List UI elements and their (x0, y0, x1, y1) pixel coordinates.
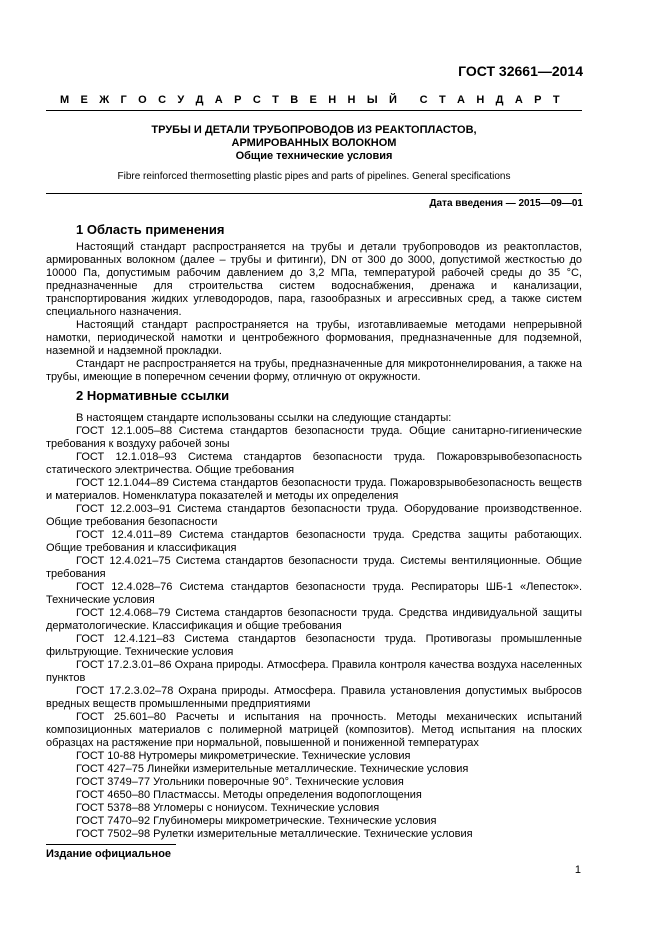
banner-letter: У (177, 94, 185, 106)
banner-letter: Р (534, 94, 542, 106)
reference-item: ГОСТ 12.1.005–88 Система стандартов безопасности труда. Общие санитарно-гигиенические требования к воздуху рабочей зоны (46, 425, 582, 450)
banner-letter: В (290, 94, 299, 106)
banner-letter: Ы (366, 94, 378, 106)
banner-letter: Д (495, 94, 504, 106)
banner-letter: Г (120, 94, 127, 106)
banner-letter: А (214, 94, 223, 106)
banner-letter: Й (389, 94, 397, 106)
section-1-paragraph: Настоящий стандарт распространяется на трубы и детали трубопроводов из реактопластов, армированных волокном (далее – трубы и фитинги), DN от 300 до 3000, допустимой жесткостью до 10000 Па, допустимым рабочим давлением до 3,2 МПа, температурой рабочей среды до 35 °С, предназначенные для строительства систем водоснабжения, дренажа и канализации, транспортирования жидких углеводородов, пара, газообразных и агрессивных сред, а также систем специального назначения. (46, 241, 582, 318)
reference-item: ГОСТ 12.4.011–89 Система стандартов безопасности труда. Средства защиты работающих. Общие требования и классификация (46, 529, 582, 554)
banner-letter: Т (552, 94, 560, 106)
interstate-standard-banner (60, 94, 560, 106)
section-2-heading: 2 Нормативные ссылки (76, 388, 230, 403)
reference-item: ГОСТ 3749–77 Угольники поверочные 90°. Технические условия (76, 776, 404, 788)
section-1-heading: 1 Область применения (76, 222, 225, 237)
section-1-paragraph: Настоящий стандарт распространяется на трубы, изготавливаемые методами непрерывной намотки, периодической намотки и центробежного формования, предназначенные для подземной, наземной и надземной прокладки. (46, 319, 582, 357)
reference-item: ГОСТ 12.1.018–93 Система стандартов безопасности труда. Пожаровзрывобезопасность статического электричества. Общие требования (46, 451, 582, 476)
banner-letter: Р (234, 94, 242, 106)
title-line-2: АРМИРОВАННЫХ ВОЛОКНОМ (231, 137, 397, 149)
title-line-3: Общие технические условия (235, 150, 393, 162)
banner-letter: Т (272, 94, 279, 106)
title-line-1: ТРУБЫ И ДЕТАЛИ ТРУБОПРОВОДОВ ИЗ РЕАКТОПЛАСТОВ, (151, 124, 477, 136)
banner-letter: С (158, 94, 167, 106)
banner-letter: Н (328, 94, 337, 106)
section-1-paragraph: Стандарт не распространяется на трубы, предназначенные для микротоннелирования, а также на трубы, имеющие в поперечном сечении форму, отличную от окружности. (46, 358, 582, 383)
reference-item: ГОСТ 12.4.028–76 Система стандартов безопасности труда. Респираторы ШБ-1 «Лепесток». Технические условия (46, 581, 582, 606)
reference-item: ГОСТ 12.4.068–79 Система стандартов безопасности труда. Средства индивидуальной защиты дерматологические. Классификация и общие требования (46, 607, 582, 632)
banner-letter: А (457, 94, 465, 106)
banner-letter: С (252, 94, 261, 106)
reference-item: ГОСТ 427–75 Линейки измерительные металлические. Технические условия (76, 763, 469, 775)
english-title: Fibre reinforced thermosetting plastic pipes and parts of pipelines. General specifications (117, 171, 511, 182)
references-list (46, 425, 582, 841)
banner-letter: Н (476, 94, 485, 106)
standard-code: ГОСТ 32661—2014 (458, 63, 583, 79)
section-2-body (46, 412, 582, 841)
page-number: 1 (574, 864, 581, 876)
section-1-body (46, 241, 582, 384)
official-edition-label: Издание официальное (46, 848, 172, 860)
banner-letter: М (60, 94, 70, 106)
reference-item: ГОСТ 12.4.121–83 Система стандартов безопасности труда. Противогазы промышленные фильтрующие. Технические условия (46, 633, 582, 658)
date-rule (46, 193, 582, 194)
reference-item: ГОСТ 25.601–80 Расчеты и испытания на прочность. Методы механических испытаний композиционных материалов с полимерной матрицей (композитов). Метод испытания на плоских образцах на растяжение при нормальной, повышенной и пониженной температурах (46, 711, 582, 749)
reference-item: ГОСТ 10-88 Нутромеры микрометрические. Технические условия (76, 750, 411, 762)
reference-item: ГОСТ 12.4.021–75 Система стандартов безопасности труда. Системы вентиляционные. Общие требования (46, 555, 582, 580)
header-rule (46, 110, 582, 111)
reference-item: ГОСТ 4650–80 Пластмассы. Методы определения водопоглощения (76, 789, 422, 801)
reference-item: ГОСТ 12.1.044–89 Система стандартов безопасности труда. Пожаровзрывобезопасность веществ и материалов. Номенклатура показателей и методы их определения (46, 477, 582, 502)
reference-item: ГОСТ 5378–88 Угломеры с нониусом. Технические условия (76, 802, 380, 814)
reference-item: ГОСТ 17.2.3.02–78 Охрана природы. Атмосфера. Правила установления допустимых выбросов вредных веществ промышленными предприятиями (46, 685, 582, 710)
banner-letter: Н (347, 94, 356, 106)
banner-letter: С (419, 94, 428, 106)
banner-letter: Е (80, 94, 88, 106)
banner-letter: О (138, 94, 147, 106)
banner-letter: Е (309, 94, 317, 106)
footer-rule (46, 844, 176, 845)
banner-letter: А (514, 94, 523, 106)
introduction-date: Дата введения — 2015—09—01 (429, 198, 583, 209)
reference-item: ГОСТ 7470–92 Глубиномеры микрометрические. Технические условия (76, 815, 437, 827)
banner-letter: Д (195, 94, 204, 106)
banner-letter: Т (438, 94, 446, 106)
section-2-lead: В настоящем стандарте использованы ссылки на следующие стандарты: (76, 412, 452, 424)
reference-item: ГОСТ 17.2.3.01–86 Охрана природы. Атмосфера. Правила контроля качества воздуха населенных пунктов (46, 659, 582, 684)
reference-item: ГОСТ 12.2.003–91 Система стандартов безопасности труда. Оборудование производственное. Общие требования безопасности (46, 503, 582, 528)
banner-letter: Ж (99, 94, 110, 106)
reference-item: ГОСТ 7502–98 Рулетки измерительные металлические. Технические условия (76, 828, 473, 840)
